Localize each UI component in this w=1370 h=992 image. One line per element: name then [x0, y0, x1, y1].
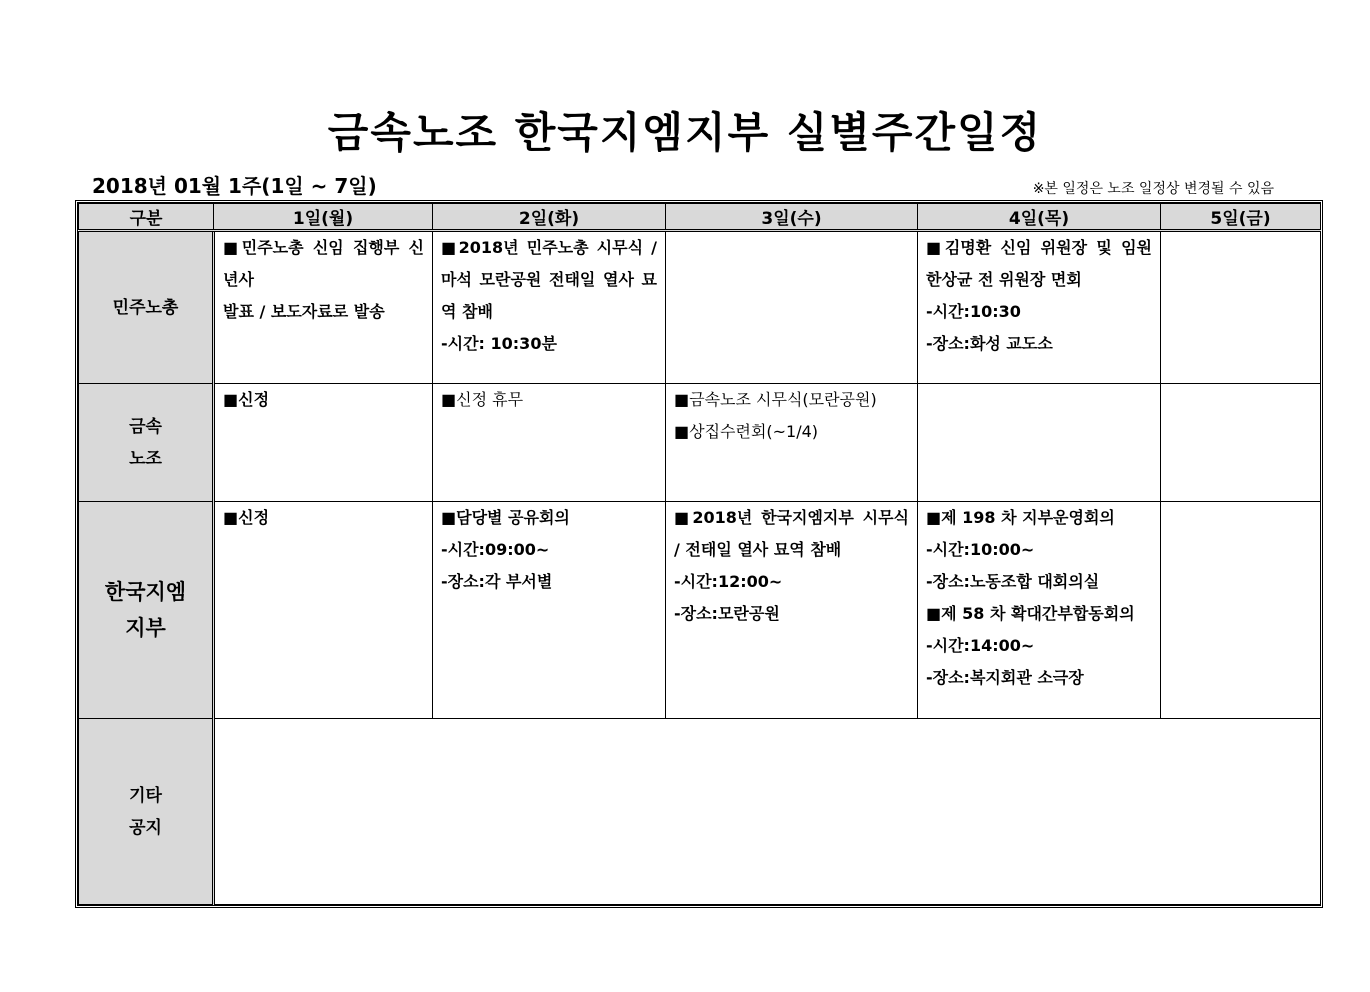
cell-line: ■김명환 신임 위원장 및 임원 한상균 전 위원장 면회 [926, 238, 1152, 289]
cell-line: -시간:10:00~ [926, 540, 1035, 559]
table-row-gmkorea [79, 502, 1321, 719]
cell-line: -장소:모란공원 [674, 604, 780, 623]
row-label-line: 금속 [129, 416, 162, 437]
row-label-kmwu [79, 384, 214, 502]
row-label-line: 한국지엠 [104, 580, 187, 604]
cell-kctu-day2 [433, 231, 666, 384]
cell-gmkorea-day4 [918, 502, 1161, 719]
row-label-gmkorea [79, 502, 214, 719]
cell-kmwu-day4 [918, 384, 1161, 502]
cell-line: ■신정 [223, 390, 270, 409]
cell-line: -장소:각 부서별 [441, 572, 553, 591]
header-day-4: 4일(목) [918, 204, 1161, 231]
row-label-notice [79, 719, 214, 905]
cell-line: ■2018년 민주노총 시무식 / 마석 모란공원 전태일 열사 묘역 참배 [441, 238, 657, 321]
header-day-5: 5일(금) [1161, 204, 1321, 231]
cell-line: -장소:노동조합 대회의실 [926, 572, 1100, 591]
table-row-kmwu [79, 384, 1321, 502]
schedule-note: ※본 일정은 노조 일정상 변경될 수 있음 [1032, 181, 1274, 197]
row-label-line: 노조 [129, 448, 162, 469]
cell-line: ■민주노총 신임 집행부 신년사 [223, 238, 424, 289]
cell-gmkorea-day1 [214, 502, 433, 719]
schedule-period: 2018년 01월 1주(1일 ~ 7일) [92, 174, 377, 198]
cell-line: ■상집수련회(~1/4) [674, 422, 819, 441]
cell-kctu-day1 [214, 231, 433, 384]
notice-cell [214, 719, 1321, 905]
cell-line: -장소:화성 교도소 [926, 334, 1053, 353]
cell-line: -시간: 10:30분 [441, 334, 557, 353]
cell-gmkorea-day5 [1161, 502, 1321, 719]
table-row-notice [79, 719, 1321, 905]
cell-line: ■제 58 차 확대간부합동회의 [926, 604, 1135, 623]
cell-line: ■신정 [223, 508, 270, 527]
cell-line: -장소:복지회관 소극장 [926, 668, 1084, 687]
cell-kctu-day3 [666, 231, 918, 384]
cell-kctu-day5 [1161, 231, 1321, 384]
schedule-table-frame [75, 200, 1323, 908]
cell-line: ■신정 휴무 [441, 390, 524, 409]
cell-kmwu-day3 [666, 384, 918, 502]
header-row [79, 204, 1321, 231]
row-label-line: 기타 [129, 785, 162, 806]
schedule-table [78, 203, 1321, 905]
cell-kmwu-day1 [214, 384, 433, 502]
cell-line: ■금속노조 시무식(모란공원) [674, 390, 877, 409]
header-day-1: 1일(월) [214, 204, 433, 231]
cell-line: -시간:14:00~ [926, 636, 1035, 655]
cell-gmkorea-day3 [666, 502, 918, 719]
row-label-line: 민주노총 [112, 297, 179, 318]
cell-line: ■제 198 차 지부운영회의 [926, 508, 1115, 527]
cell-kmwu-day2 [433, 384, 666, 502]
cell-kmwu-day5 [1161, 384, 1321, 502]
row-label-line: 지부 [125, 616, 166, 640]
page-title: 금속노조 한국지엠지부 실별주간일정 [327, 108, 1043, 157]
row-label-line: 공지 [129, 817, 162, 838]
row-label-kctu [79, 231, 214, 384]
cell-line: -시간:09:00~ [441, 540, 550, 559]
cell-line: ■담당별 공유회의 [441, 508, 570, 527]
cell-line: ■2018년 한국지엠지부 시무식 / 전태일 열사 묘역 참배 [674, 508, 909, 559]
cell-line: -시간:10:30 [926, 302, 1021, 321]
cell-gmkorea-day2 [433, 502, 666, 719]
cell-line: 발표 / 보도자료로 발송 [223, 302, 385, 321]
header-day-3: 3일(수) [666, 204, 918, 231]
header-day-2: 2일(화) [433, 204, 666, 231]
table-row-kctu [79, 231, 1321, 384]
cell-kctu-day4 [918, 231, 1161, 384]
cell-line: -시간:12:00~ [674, 572, 783, 591]
header-category: 구분 [79, 204, 214, 231]
